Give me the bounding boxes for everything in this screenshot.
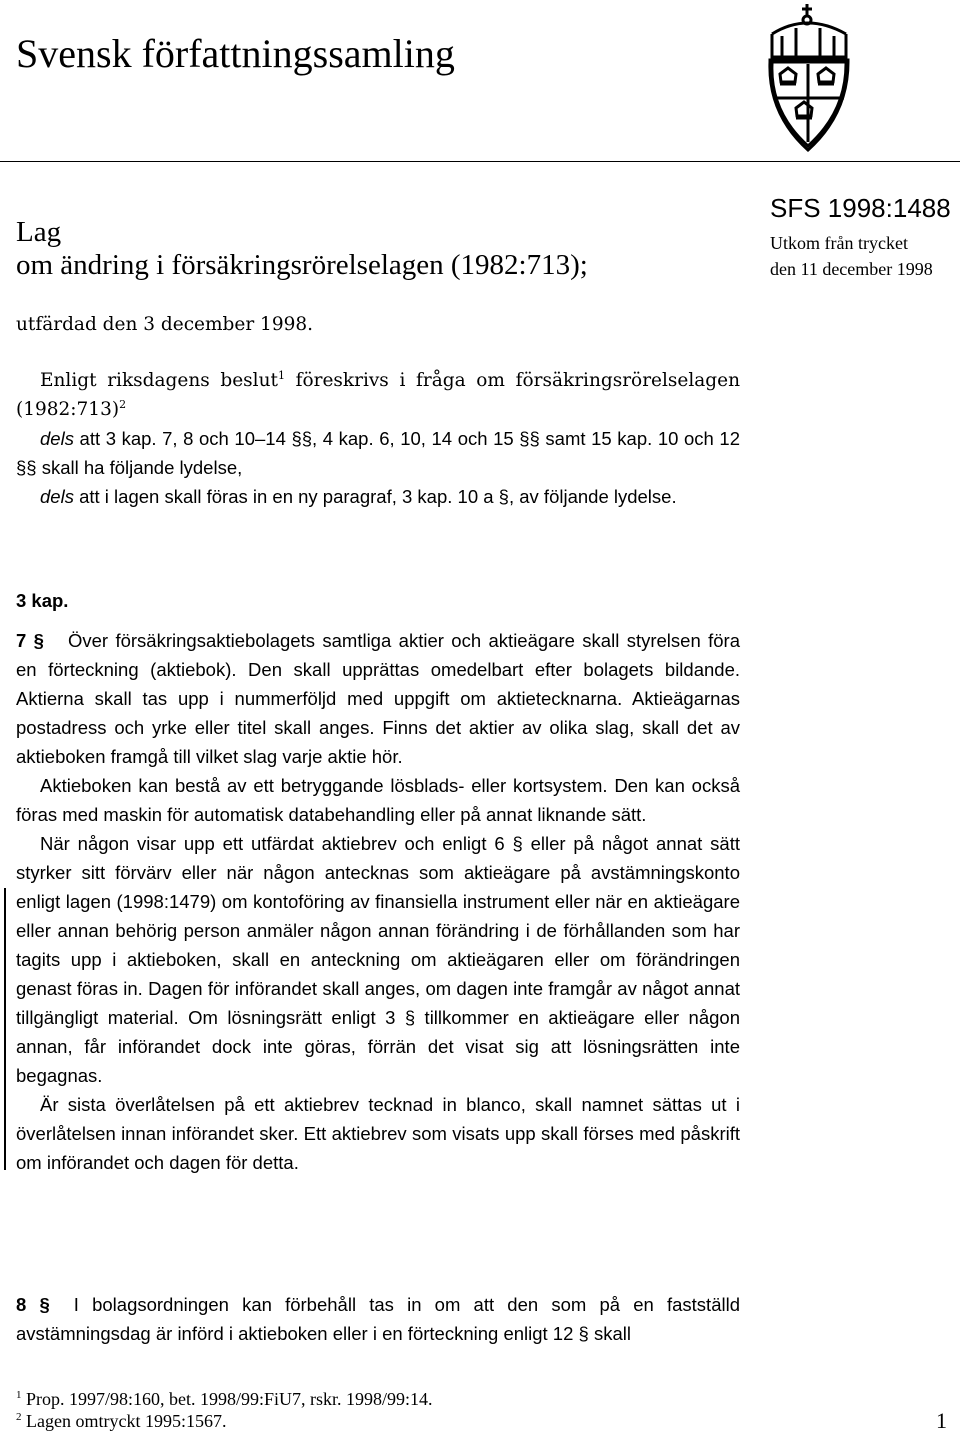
preamble-dels-2: dels att i lagen skall föras in en ny paragraf, 3 kap. 10 a §, av följande lydelse. [40,486,677,507]
change-bar [4,888,6,1170]
preamble-dels-1: dels att 3 kap. 7, 8 och 10–14 §§, 4 kap. 6, 10, 14 och 15 §§ samt 15 kap. 10 och 12 §§ skall ha följande lydelse, [16,428,740,478]
sfs-issued-line2: den 11 december 1998 [770,259,933,279]
chapter-heading: 3 kap. [16,590,69,611]
footnote-2: $^2$ Lagen omtryckt 1995:1567. [16,1411,227,1431]
law-title-line2: om ändring i försäkringsrörelselagen (1982:713); [16,249,588,281]
issued-date: utfärdad den 3 december 1998. [16,314,314,335]
swedish-coat-of-arms-icon [762,2,862,154]
section-8 [16,1290,740,1348]
sfs-issued-line1: Utkom från trycket [770,233,908,253]
section-7-paragraph-1: 7 § Över försäkringsaktiebolagets samtliga aktier och aktieägare skall styrelsen föra en förteckning (aktiebok). Den skall upprättas omedelbart efter bolagets bildande. Aktierna skall tas upp i nummerföljd med uppgift om aktietecknarna. Aktieägarnas postadress och yrke eller titel skall anges. Finns det aktier av olika slag, skall det av aktieboken framgå till vilket slag varje aktie hör. [16,630,741,767]
preamble-paragraph: Enligt riksdagens beslut$^1$ föreskrivs i fråga om försäkringsrörelselagen (1982:713)$^2$ [16,368,740,420]
preamble [16,366,740,511]
section-8-number: 8 § [16,1294,50,1315]
footnote-ref-1: 1 [277,368,285,382]
footnote-ref-2: 2 [119,397,127,411]
section-7 [16,626,740,1177]
section-7-paragraph-3: När någon visar upp ett utfärdat aktiebrev och enligt 6 § eller på något annat sätt styrker sitt förvärv eller när någon antecknas som aktieägare på avstämningskonto enligt lagen (1998:1479) om kontoföring av finansiella instrument eller när en aktieägare eller annan behörig person anmäler någon annan förändring i de förhållanden som har tagits upp i aktieboken, skall en anteckning om aktieägaren eller om förändringen genast föras in. Dagen för införandet skall anges, om dagen inte framgår av något annat tillgängligt material. Om lösningsrätt enligt 3 § tillkommer en aktieägare eller någon annan, får införandet dock inte göras, förrän det visat sig att lösningsrätten inte begagnas. [16,833,740,1086]
sfs-number: SFS 1998:1488 [770,193,951,223]
law-title [16,216,588,282]
header-rule [0,161,960,162]
section-7-number: 7 § [16,630,44,651]
section-8-paragraph-1: 8 § I bolagsordningen kan förbehåll tas in om att den som på en fastställd avstämningsdag är införd i aktieboken eller i en förteckning enligt 12 § skall [16,1294,740,1344]
section-7-paragraph-4: Är sista överlåtelsen på ett aktiebrev tecknad in blanco, skall namnet sättas ut i överlåtelsen innan införandet sker. Ett aktiebrev som visats upp skall förses med påskrift om införandet och dagen för detta. [16,1094,740,1173]
publication-title: Svensk författningssamling [16,31,455,76]
law-title-line1: Lag [16,216,62,248]
footnote-1: $^1$ Prop. 1997/98:160, bet. 1998/99:FiU7, rskr. 1998/99:14. [16,1389,433,1409]
section-7-paragraph-2: Aktieboken kan bestå av ett betryggande lösblads- eller kortsystem. Den kan också föras med maskin för automatisk databehandling eller på annat liknande sätt. [16,775,740,825]
page-number: 1 [936,1408,947,1433]
